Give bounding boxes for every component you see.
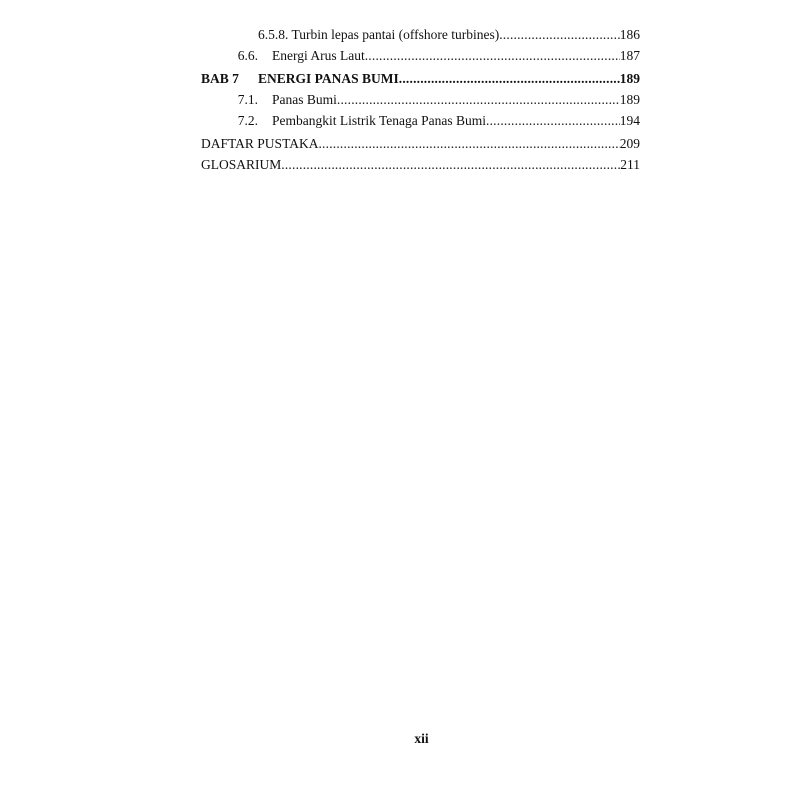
toc-entry-glosarium (201, 152, 640, 173)
page-number-footer: xii (414, 731, 429, 746)
toc-dot-leader (365, 47, 620, 64)
toc-chapter-number: BAB 7 (201, 71, 239, 86)
table-of-contents (201, 22, 640, 173)
toc-dot-leader (318, 135, 619, 152)
toc-page-number: 211 (620, 157, 640, 172)
toc-entry-title: Panas Bumi (272, 92, 337, 107)
toc-page-number: 186 (619, 27, 640, 42)
toc-entry-title: GLOSARIUM (201, 157, 282, 172)
toc-dot-leader (486, 112, 620, 129)
toc-dot-leader (499, 26, 620, 43)
toc-entry-7-2 (201, 108, 640, 129)
toc-section-number: 6.6. (237, 48, 258, 63)
toc-entry-title: 6.5.8. Turbin lepas pantai (offshore turbines) (258, 27, 500, 42)
toc-entry-title: DAFTAR PUSTAKA (201, 136, 319, 151)
toc-dot-leader (399, 70, 620, 87)
toc-section-number: 7.1. (237, 92, 258, 107)
toc-entry-6-6 (201, 43, 640, 64)
toc-entry-daftar-pustaka (201, 131, 640, 152)
toc-entry-6-5-8 (201, 22, 640, 43)
toc-entry-title: Energi Arus Laut (272, 48, 365, 63)
toc-page-number: 209 (619, 136, 640, 151)
toc-chapter-title: ENERGI PANAS BUMI (258, 71, 399, 86)
toc-page-number: 194 (619, 113, 640, 128)
toc-page-number: 189 (619, 71, 640, 86)
toc-entry-bab-7 (201, 66, 640, 87)
toc-page-number: 189 (619, 92, 640, 107)
toc-dot-leader (281, 156, 620, 173)
toc-entry-title: Pembangkit Listrik Tenaga Panas Bumi (272, 113, 487, 128)
toc-page-number: 187 (619, 48, 640, 63)
toc-entry-7-1 (201, 87, 640, 108)
toc-section-number: 7.2. (237, 113, 258, 128)
toc-dot-leader (337, 91, 620, 108)
